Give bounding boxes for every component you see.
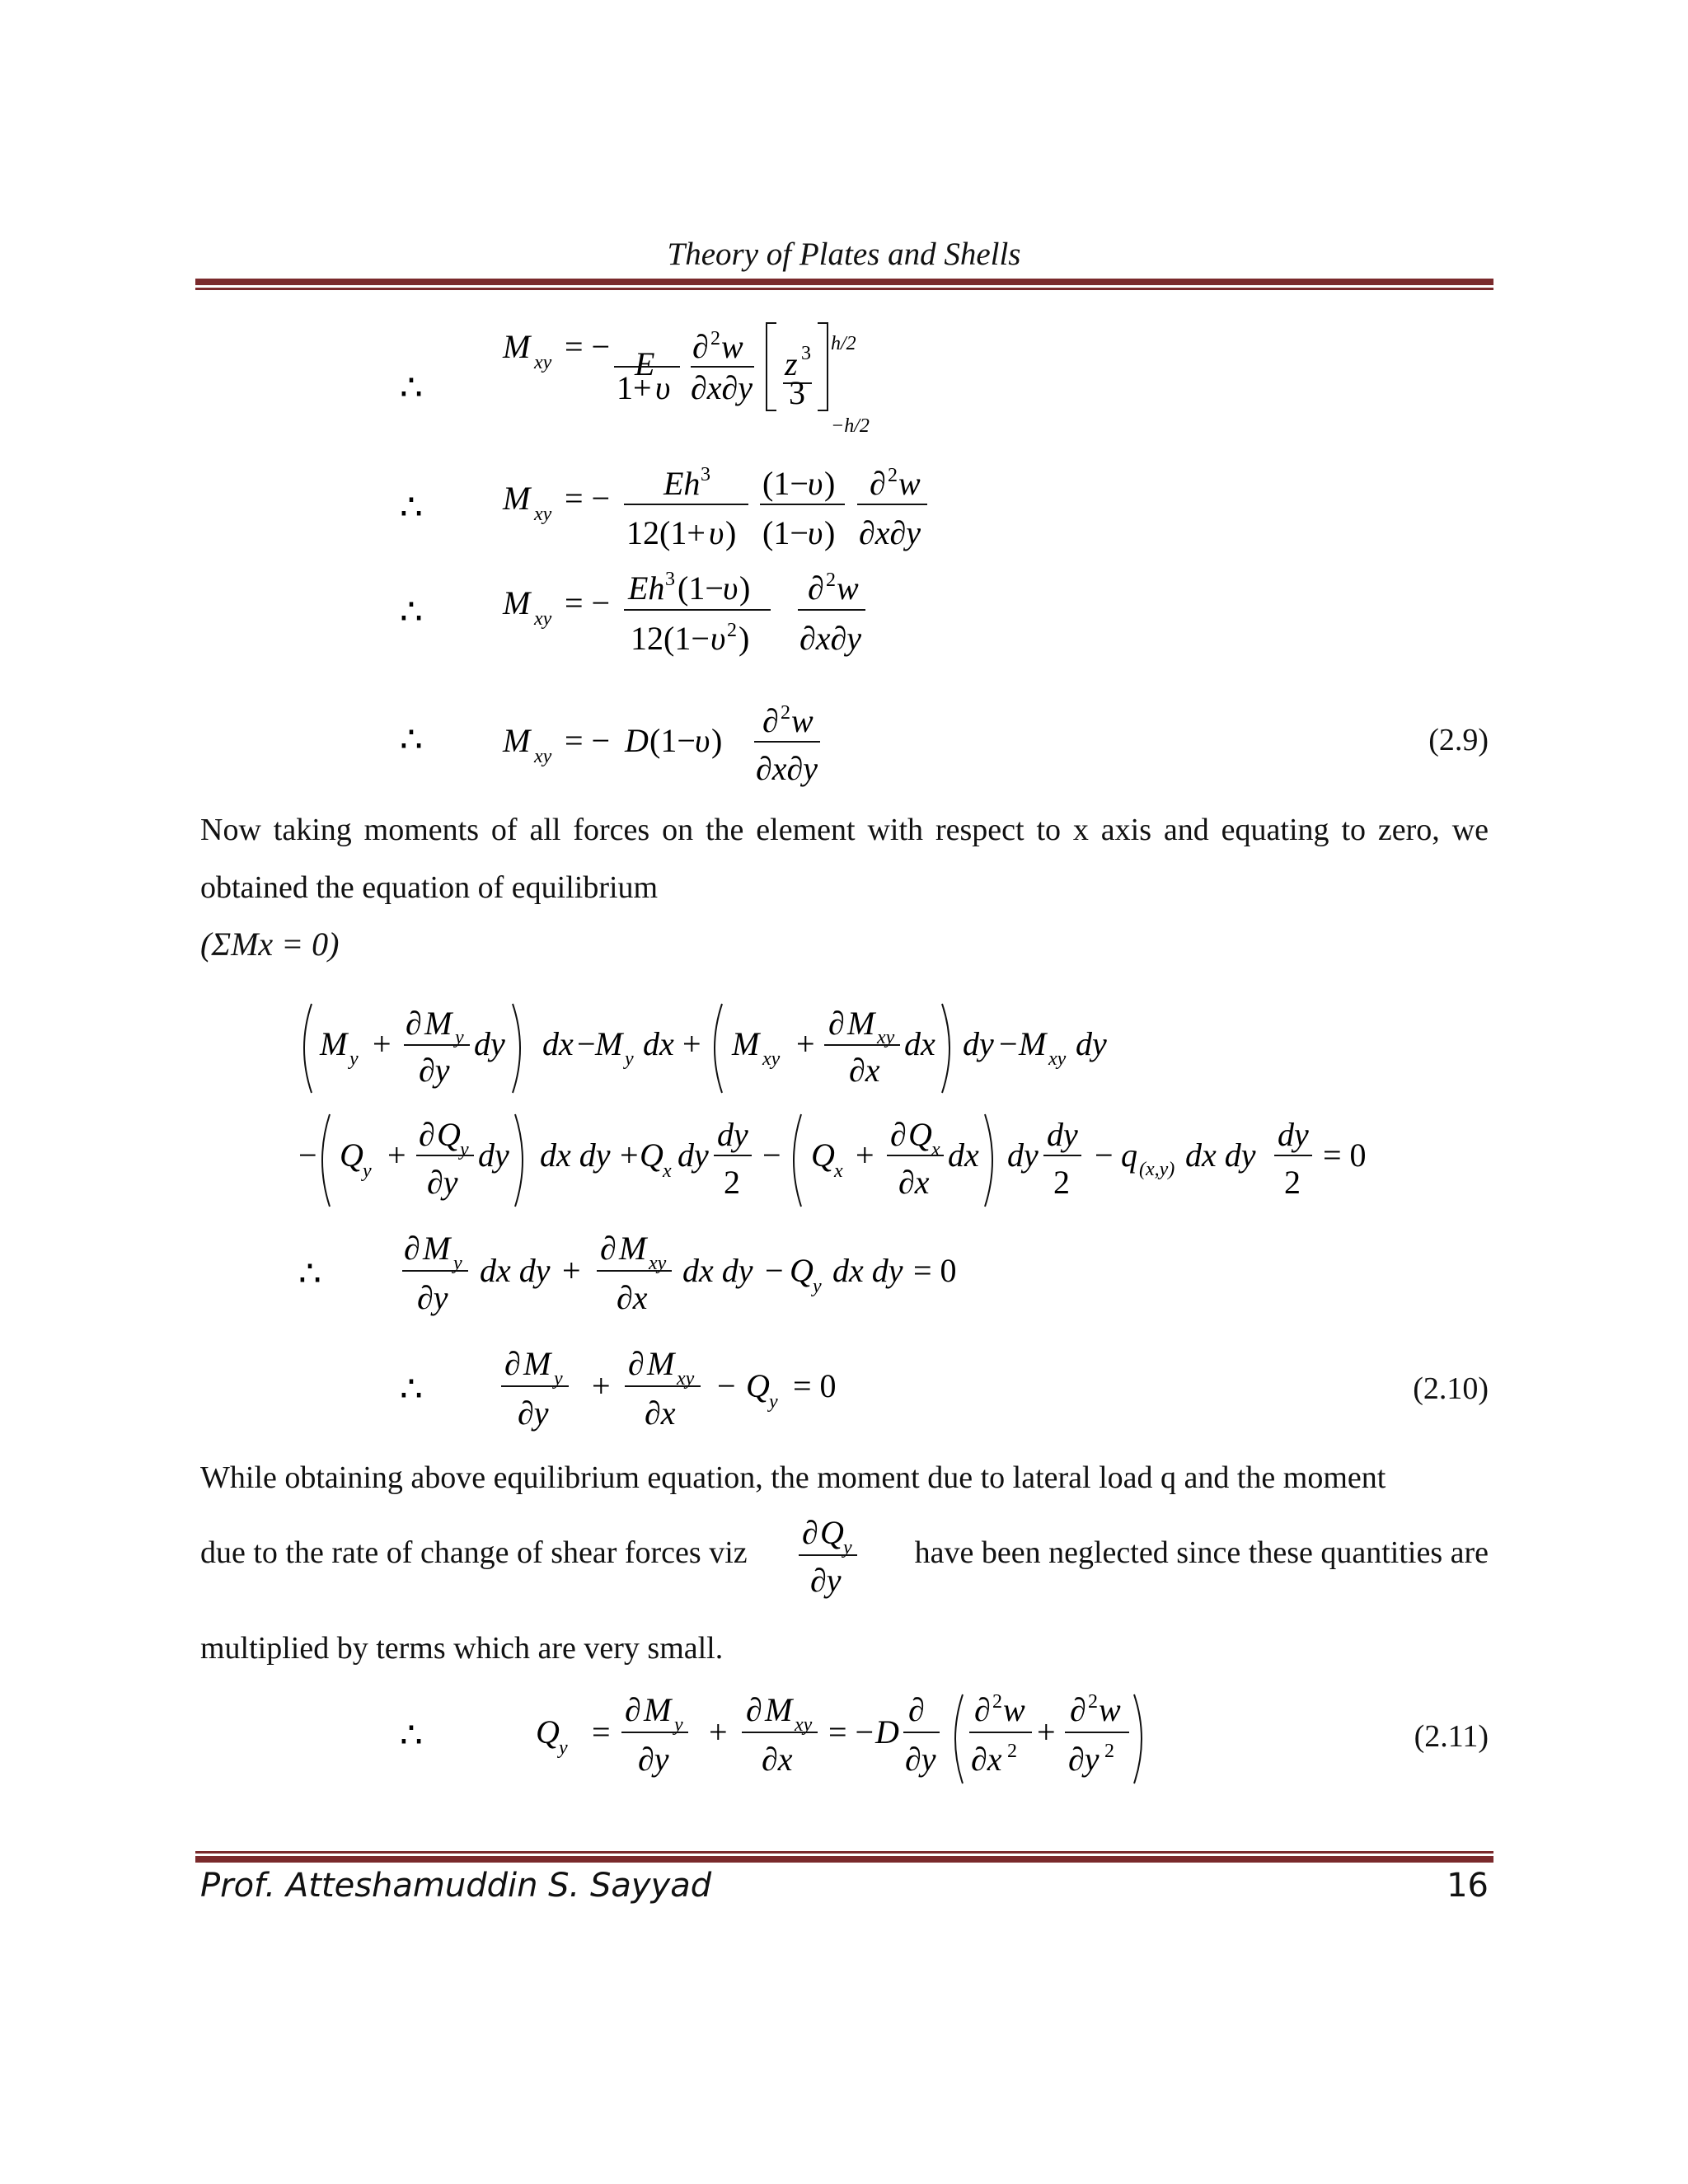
svg-text:y: y: [674, 1714, 683, 1736]
svg-text:dx dy: dx dy: [540, 1137, 611, 1174]
svg-text:−: −: [762, 1137, 781, 1174]
svg-text:∂x∂y: ∂x∂y: [756, 750, 818, 787]
svg-text:M: M: [847, 1005, 875, 1042]
svg-text:): ): [824, 514, 836, 551]
header-rule: [195, 279, 1493, 290]
equation-number-2-9: (2.9): [1428, 723, 1489, 757]
svg-text:+: +: [373, 1025, 392, 1062]
svg-text:2: 2: [781, 702, 790, 724]
svg-text:+: +: [856, 1137, 874, 1174]
svg-text:∂x∂y: ∂x∂y: [691, 369, 753, 406]
svg-text:w: w: [837, 569, 859, 607]
svg-text:= −: = −: [565, 722, 611, 759]
svg-text:y: y: [625, 1048, 634, 1070]
svg-text:dx dy: dx dy: [682, 1252, 753, 1289]
svg-text:∂: ∂: [625, 1691, 641, 1728]
svg-text:D: D: [625, 722, 649, 759]
svg-text:+: +: [709, 1713, 728, 1750]
svg-text:∂: ∂: [828, 1005, 845, 1042]
svg-text:−: −: [765, 1252, 784, 1289]
svg-text:Eh: Eh: [628, 569, 665, 607]
svg-text:∂y: ∂y: [905, 1741, 936, 1778]
svg-text:M: M: [423, 1230, 451, 1267]
svg-text:E: E: [635, 345, 655, 382]
svg-text:(1−: (1−: [762, 514, 809, 551]
svg-text:∂: ∂: [692, 328, 709, 365]
svg-text:∂y: ∂y: [638, 1741, 669, 1778]
svg-text:q: q: [1121, 1137, 1137, 1174]
equation-number-2-10: (2.10): [1413, 1371, 1489, 1406]
svg-text:+: +: [1037, 1713, 1056, 1750]
footer-author: Prof. Atteshamuddin S. Sayyad: [200, 1867, 712, 1905]
svg-text:M: M: [647, 1345, 675, 1382]
svg-text:h/2: h/2: [831, 333, 856, 354]
paragraph-neglected-terms-line2-end: have been neglected since these quantities are: [914, 1535, 1489, 1570]
svg-text:M: M: [503, 328, 531, 365]
svg-text:w: w: [791, 702, 814, 739]
svg-text:M: M: [1019, 1025, 1047, 1062]
svg-text:y: y: [460, 1139, 469, 1160]
svg-text:∂: ∂: [404, 1230, 420, 1267]
svg-text:= −: = −: [565, 328, 611, 365]
svg-text:dx: dx: [643, 1025, 674, 1062]
svg-text:M: M: [424, 1005, 452, 1042]
svg-text:2: 2: [826, 569, 836, 591]
svg-text:D: D: [875, 1713, 899, 1750]
svg-text:M: M: [320, 1025, 348, 1062]
svg-text:+: +: [620, 1137, 639, 1174]
svg-text:xy: xy: [677, 1368, 695, 1390]
svg-text:2: 2: [1053, 1164, 1070, 1201]
paragraph-neglected-terms-line3: multiplied by terms which are very small.: [200, 1631, 724, 1666]
svg-text:+: +: [682, 1025, 701, 1062]
svg-text:= −: = −: [565, 480, 611, 517]
svg-text:= −: = −: [828, 1713, 874, 1750]
svg-text:∂: ∂: [802, 1514, 818, 1551]
svg-text:dy: dy: [1007, 1137, 1039, 1174]
svg-text:2: 2: [724, 1164, 740, 1201]
svg-text:xy: xy: [877, 1027, 895, 1048]
svg-text:∂: ∂: [628, 1345, 645, 1382]
fraction-dqy-dy: [795, 1512, 861, 1603]
svg-text:−h/2: −h/2: [831, 415, 870, 437]
svg-text:Q: Q: [640, 1137, 663, 1174]
svg-text:(x,y): (x,y): [1139, 1159, 1175, 1180]
svg-text:): ): [738, 620, 750, 657]
svg-text:∂y: ∂y: [417, 1279, 448, 1316]
svg-text:−: −: [1095, 1137, 1114, 1174]
svg-text:∂x: ∂x: [971, 1741, 1002, 1778]
svg-text:12(1−: 12(1−: [631, 620, 710, 657]
svg-text:dy: dy: [678, 1137, 709, 1174]
svg-text:): ): [824, 465, 836, 502]
svg-text:∂y: ∂y: [810, 1562, 842, 1599]
svg-text:xy: xy: [534, 352, 552, 373]
svg-text:xy: xy: [534, 504, 552, 525]
svg-text:y: y: [559, 1737, 568, 1759]
svg-text:= −: = −: [565, 584, 611, 621]
svg-text:∂: ∂: [504, 1345, 521, 1382]
svg-text:= 0: = 0: [793, 1367, 837, 1404]
svg-text:dy: dy: [1047, 1116, 1078, 1153]
svg-text:∴: ∴: [400, 1715, 423, 1755]
svg-text:dx: dx: [904, 1025, 935, 1062]
svg-text:+: +: [387, 1137, 406, 1174]
svg-text:∂: ∂: [762, 702, 779, 739]
svg-text:z: z: [785, 345, 798, 382]
svg-text:M: M: [619, 1230, 647, 1267]
svg-text:∂: ∂: [419, 1116, 435, 1153]
paragraph-moments-about-x: Now taking moments of all forces on the element with respect to x axis and equating to zero, we obtained the equation of equilibrium: [200, 813, 1489, 905]
svg-text:∂y: ∂y: [427, 1164, 458, 1201]
svg-text:Q: Q: [746, 1367, 770, 1404]
svg-text:y: y: [363, 1160, 372, 1182]
svg-text:12(1+: 12(1+: [626, 514, 706, 551]
svg-text:∂: ∂: [406, 1005, 422, 1042]
page-number: 16: [1447, 1867, 1489, 1905]
svg-text:∂x∂y: ∂x∂y: [799, 620, 862, 657]
footer-rule: [195, 1851, 1493, 1863]
svg-text:M: M: [644, 1691, 672, 1728]
svg-text:M: M: [732, 1025, 760, 1062]
page-header-title: Theory of Plates and Shells: [667, 237, 1021, 272]
svg-text:+: +: [796, 1025, 815, 1062]
svg-text:y: y: [554, 1368, 563, 1390]
svg-text:x: x: [834, 1160, 843, 1182]
svg-text:2: 2: [888, 465, 898, 486]
svg-text:2: 2: [710, 328, 720, 349]
svg-text:∂y: ∂y: [1068, 1741, 1100, 1778]
svg-text:dy: dy: [478, 1137, 509, 1174]
svg-text:∂: ∂: [870, 465, 886, 502]
svg-text:): ): [725, 514, 737, 551]
paragraph-neglected-terms-line1: While obtaining above equilibrium equation, the moment due to lateral load q and the moment: [200, 1460, 1386, 1495]
svg-text:w: w: [898, 465, 921, 502]
svg-text:∴: ∴: [400, 592, 423, 632]
svg-text:Q: Q: [790, 1252, 814, 1289]
svg-text:w: w: [721, 328, 743, 365]
svg-text:∂: ∂: [908, 1691, 925, 1728]
svg-text:Q: Q: [908, 1116, 932, 1153]
svg-text:Eh: Eh: [663, 465, 701, 502]
svg-text:3: 3: [665, 569, 675, 590]
paragraph-neglected-terms-line2-start: due to the rate of change of shear forces viz: [200, 1535, 748, 1570]
svg-text:∂: ∂: [808, 569, 824, 607]
svg-text:y: y: [453, 1253, 462, 1274]
sum-moments-condition: (ΣMx = 0): [200, 926, 340, 963]
svg-text:∂x∂y: ∂x∂y: [859, 514, 921, 551]
svg-text:υ: υ: [808, 465, 823, 502]
svg-text:∂: ∂: [974, 1691, 991, 1728]
svg-text:dy: dy: [1278, 1116, 1309, 1153]
svg-text:xy: xy: [649, 1253, 667, 1274]
svg-text:M: M: [595, 1025, 623, 1062]
svg-text:x: x: [663, 1160, 672, 1182]
svg-text:dy: dy: [474, 1025, 505, 1062]
svg-text:): ): [711, 722, 723, 759]
svg-text:+: +: [592, 1367, 611, 1404]
svg-text:y: y: [813, 1276, 822, 1297]
svg-text:−: −: [298, 1137, 317, 1174]
svg-text:M: M: [503, 480, 531, 517]
svg-text:): ): [739, 569, 751, 607]
svg-text:=: =: [592, 1713, 611, 1750]
svg-text:w: w: [1003, 1691, 1025, 1728]
svg-text:dy: dy: [963, 1025, 994, 1062]
svg-text:∂y: ∂y: [518, 1394, 549, 1432]
svg-text:∂x: ∂x: [617, 1279, 648, 1316]
svg-text:y: y: [769, 1391, 778, 1413]
svg-text:dx dy: dx dy: [480, 1252, 551, 1289]
svg-text:∂x: ∂x: [849, 1052, 880, 1089]
svg-text:∴: ∴: [298, 1254, 321, 1294]
svg-text:∴: ∴: [400, 719, 423, 760]
svg-text:(1−: (1−: [762, 465, 809, 502]
svg-text:Q: Q: [536, 1713, 560, 1750]
svg-text:2: 2: [1088, 1691, 1098, 1713]
svg-text:∂: ∂: [600, 1230, 617, 1267]
svg-text:M: M: [503, 722, 531, 759]
svg-text:2: 2: [1007, 1741, 1017, 1762]
therefore-symbol: ∴: [400, 368, 423, 408]
svg-text:∂: ∂: [890, 1116, 907, 1153]
svg-text:M: M: [523, 1345, 551, 1382]
svg-text:Q: Q: [340, 1137, 363, 1174]
svg-text:y: y: [349, 1048, 359, 1070]
svg-text:xy: xy: [1048, 1048, 1067, 1070]
svg-text:∂x: ∂x: [898, 1164, 930, 1201]
svg-text:dy: dy: [717, 1116, 748, 1153]
svg-text:dy: dy: [1076, 1025, 1107, 1062]
svg-text:= 0: = 0: [1323, 1137, 1367, 1174]
svg-text:y: y: [843, 1537, 852, 1558]
svg-text:1+: 1+: [617, 369, 652, 406]
svg-text:2: 2: [1104, 1741, 1114, 1762]
equation-number-2-11: (2.11): [1414, 1719, 1489, 1754]
svg-text:−: −: [577, 1025, 596, 1062]
svg-text:2: 2: [727, 620, 737, 641]
svg-text:∂x: ∂x: [645, 1394, 676, 1432]
svg-text:−: −: [999, 1025, 1018, 1062]
svg-text:M: M: [765, 1691, 793, 1728]
svg-text:Q: Q: [820, 1514, 844, 1551]
svg-text:υ: υ: [709, 514, 724, 551]
svg-text:3: 3: [701, 464, 710, 485]
svg-text:= 0: = 0: [913, 1252, 957, 1289]
svg-text:∂x: ∂x: [762, 1741, 793, 1778]
svg-text:υ: υ: [808, 514, 823, 551]
svg-text:dx dy: dx dy: [1185, 1137, 1256, 1174]
svg-text:xy: xy: [762, 1048, 781, 1070]
svg-text:υ: υ: [710, 620, 726, 657]
svg-text:dx: dx: [948, 1137, 979, 1174]
svg-text:∂y: ∂y: [419, 1052, 450, 1089]
svg-text:υ: υ: [723, 569, 738, 607]
svg-text:2: 2: [1284, 1164, 1301, 1201]
svg-text:Q: Q: [437, 1116, 461, 1153]
svg-text:(1−: (1−: [678, 569, 724, 607]
svg-text:∴: ∴: [400, 1369, 423, 1409]
svg-text:x: x: [931, 1139, 940, 1160]
svg-text:∂: ∂: [746, 1691, 762, 1728]
svg-text:xy: xy: [534, 746, 552, 767]
svg-text:y: y: [455, 1027, 464, 1048]
svg-text:υ: υ: [695, 722, 710, 759]
svg-text:∂: ∂: [1070, 1691, 1086, 1728]
svg-text:υ: υ: [655, 369, 671, 406]
svg-text:Q: Q: [811, 1137, 835, 1174]
svg-text:dx dy: dx dy: [832, 1252, 903, 1289]
svg-text:xy: xy: [534, 608, 552, 630]
svg-text:−: −: [717, 1367, 736, 1404]
svg-text:3: 3: [801, 343, 811, 364]
svg-text:M: M: [503, 584, 531, 621]
svg-text:3: 3: [789, 374, 805, 411]
svg-text:dx: dx: [542, 1025, 574, 1062]
svg-text:(1−: (1−: [649, 722, 696, 759]
svg-text:+: +: [562, 1252, 581, 1289]
svg-text:∴: ∴: [400, 487, 423, 527]
svg-text:2: 2: [992, 1691, 1002, 1713]
svg-text:w: w: [1099, 1691, 1121, 1728]
svg-text:xy: xy: [795, 1714, 813, 1736]
